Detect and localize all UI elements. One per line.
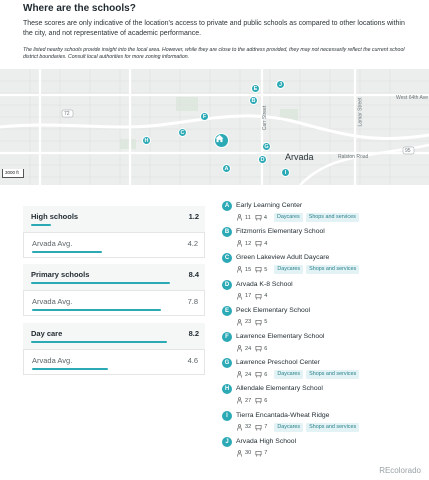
- category-tag[interactable]: Daycares: [274, 423, 303, 432]
- classroom-icon: [255, 214, 262, 221]
- home-location-pin[interactable]: [214, 133, 229, 148]
- avg-bar: [32, 368, 108, 370]
- student-count: 12: [245, 240, 252, 247]
- classroom-count: 6: [264, 371, 268, 378]
- avg-row: [23, 290, 205, 316]
- student-icon: [236, 371, 243, 378]
- avg-value: 4.6: [187, 356, 198, 365]
- school-name[interactable]: Arvada High School: [236, 437, 297, 445]
- student-count: 24: [245, 371, 252, 378]
- school-letter-badge: I: [222, 411, 232, 421]
- map-pin-g[interactable]: G: [262, 142, 271, 151]
- student-icon: [236, 319, 243, 326]
- student-icon: [236, 397, 243, 404]
- score-row: [23, 206, 205, 232]
- classroom-count: 6: [264, 397, 268, 404]
- score-bar: [31, 282, 170, 284]
- school-name[interactable]: Lawrence Preschool Center: [236, 359, 320, 367]
- student-count: 11: [245, 214, 251, 221]
- avg-label: Arvada Avg.: [32, 297, 73, 306]
- school-meta: [236, 449, 271, 458]
- student-icon: [236, 293, 243, 300]
- map-pin-i[interactable]: I: [281, 168, 290, 177]
- street-label-ralston: Ralston Road: [338, 154, 369, 160]
- score-value: 8.2: [188, 329, 199, 338]
- brand-logo: REcolorado: [379, 466, 421, 475]
- school-name[interactable]: Green Lakeview Adult Daycare: [236, 254, 330, 262]
- avg-bar: [32, 309, 161, 311]
- student-icon: [236, 240, 243, 247]
- classroom-icon: [255, 371, 262, 378]
- classroom-icon: [255, 424, 262, 431]
- school-meta: [236, 292, 271, 301]
- school-letter-badge: E: [222, 306, 232, 316]
- section-description: These scores are only indicative of the location's access to private and public schools as compared to other locations within the city, and not representative of academic performance.: [23, 20, 405, 37]
- school-letter-badge: G: [222, 358, 232, 368]
- school-meta: [236, 318, 271, 327]
- category-tag[interactable]: Shops and services: [306, 370, 359, 379]
- city-label: Arvada: [285, 152, 314, 162]
- school-letter-badge: H: [222, 384, 232, 394]
- classroom-icon: [255, 345, 262, 352]
- classroom-count: 7: [264, 424, 268, 431]
- score-card-primary-schools: [23, 264, 205, 316]
- avg-value: 4.2: [187, 239, 198, 248]
- avg-label: Arvada Avg.: [32, 356, 73, 365]
- classroom-icon: [255, 450, 262, 457]
- classroom-count: 7: [264, 450, 268, 457]
- student-icon: [236, 345, 243, 352]
- category-tag[interactable]: Daycares: [274, 265, 303, 274]
- avg-bar: [32, 251, 102, 253]
- score-value: 1.2: [188, 212, 199, 221]
- category-tag[interactable]: Shops and services: [306, 423, 359, 432]
- classroom-icon: [255, 240, 262, 247]
- student-count: 27: [245, 397, 252, 404]
- score-label: High schools: [31, 212, 79, 221]
- school-letter-badge: B: [222, 227, 232, 237]
- student-count: 23: [245, 319, 252, 326]
- map-pin-d[interactable]: D: [258, 155, 267, 164]
- school-meta: [236, 423, 359, 432]
- school-name[interactable]: Fitzmorris Elementary School: [236, 228, 325, 236]
- classroom-count: 5: [264, 319, 268, 326]
- student-count: 24: [245, 345, 252, 352]
- student-icon: [236, 450, 243, 457]
- map-pin-b[interactable]: B: [249, 96, 258, 105]
- score-bar: [31, 224, 51, 226]
- school-letter-badge: D: [222, 280, 232, 290]
- school-name[interactable]: Early Learning Center: [236, 202, 303, 209]
- classroom-count: 4: [264, 240, 268, 247]
- school-meta: [236, 370, 359, 379]
- classroom-icon: [255, 293, 262, 300]
- avg-row: [23, 349, 205, 375]
- route-marker-72: 72: [64, 111, 70, 117]
- student-count: 32: [245, 424, 252, 431]
- school-letter-badge: A: [222, 201, 232, 211]
- school-meta: [236, 265, 359, 274]
- student-count: 30: [245, 450, 252, 457]
- score-row: [23, 264, 205, 290]
- avg-label: Arvada Avg.: [32, 239, 73, 248]
- score-card-day-care: [23, 323, 205, 375]
- school-meta: [236, 344, 271, 353]
- map-pin-f[interactable]: F: [200, 112, 209, 121]
- classroom-count: 5: [264, 266, 268, 273]
- schools-map[interactable]: [0, 69, 429, 185]
- street-label-64th: West 64th Ave: [396, 95, 429, 101]
- street-label-lamar: Lamar Street: [357, 97, 364, 127]
- disclaimer-note: The listed nearby schools provide insight into the local area. However, while they are close to the address provided, they may not necessarily reflect the current school district boundaries. Consult local authorities for more zoning information.: [23, 47, 405, 61]
- school-name[interactable]: Lawrence Elementary School: [236, 333, 325, 340]
- student-count: 15: [245, 266, 252, 273]
- classroom-count: 6: [264, 345, 268, 352]
- student-icon: [236, 266, 243, 273]
- map-pin-h[interactable]: H: [142, 136, 151, 145]
- classroom-count: 4: [263, 214, 267, 221]
- home-icon: [215, 134, 224, 143]
- route-marker-95: 95: [405, 148, 411, 154]
- street-label-carr: Carr Street: [262, 105, 269, 131]
- page-title: Where are the schools?: [23, 3, 136, 14]
- classroom-icon: [255, 266, 262, 273]
- classroom-icon: [255, 397, 262, 404]
- school-name[interactable]: Allendale Elementary School: [236, 385, 323, 393]
- map-base: [0, 69, 429, 185]
- score-label: Primary schools: [31, 270, 90, 279]
- score-card-high-schools: [23, 206, 205, 258]
- school-meta: [236, 396, 271, 405]
- map-pin-j[interactable]: J: [276, 80, 285, 89]
- student-icon: [236, 214, 243, 221]
- student-icon: [236, 424, 243, 431]
- avg-value: 7.8: [187, 297, 198, 306]
- school-meta: [236, 239, 271, 248]
- score-label: Day care: [31, 329, 63, 338]
- school-letter-badge: C: [222, 253, 232, 263]
- map-pin-a[interactable]: A: [222, 164, 231, 173]
- school-name[interactable]: Arvada K-8 School: [236, 280, 293, 288]
- map-scale: 3000 ft: [2, 169, 24, 178]
- map-pin-e[interactable]: E: [251, 84, 260, 93]
- school-name[interactable]: Tierra Encantada-Wheat Ridge: [236, 411, 330, 419]
- classroom-count: 4: [264, 293, 268, 300]
- school-letter-badge: F: [222, 332, 232, 342]
- category-tag[interactable]: Shops and services: [306, 265, 359, 274]
- category-tag[interactable]: Shops and services: [306, 213, 359, 222]
- map-pin-c[interactable]: C: [178, 128, 187, 137]
- score-bar: [31, 341, 167, 343]
- student-count: 17: [245, 293, 252, 300]
- school-meta: [236, 213, 359, 222]
- avg-row: [23, 232, 205, 258]
- classroom-icon: [255, 319, 262, 326]
- score-value: 8.4: [188, 270, 199, 279]
- school-letter-badge: J: [222, 437, 232, 447]
- category-tag[interactable]: Daycares: [274, 213, 303, 222]
- school-name[interactable]: Peck Elementary School: [236, 306, 311, 314]
- score-row: [23, 323, 205, 349]
- category-tag[interactable]: Daycares: [274, 370, 303, 379]
